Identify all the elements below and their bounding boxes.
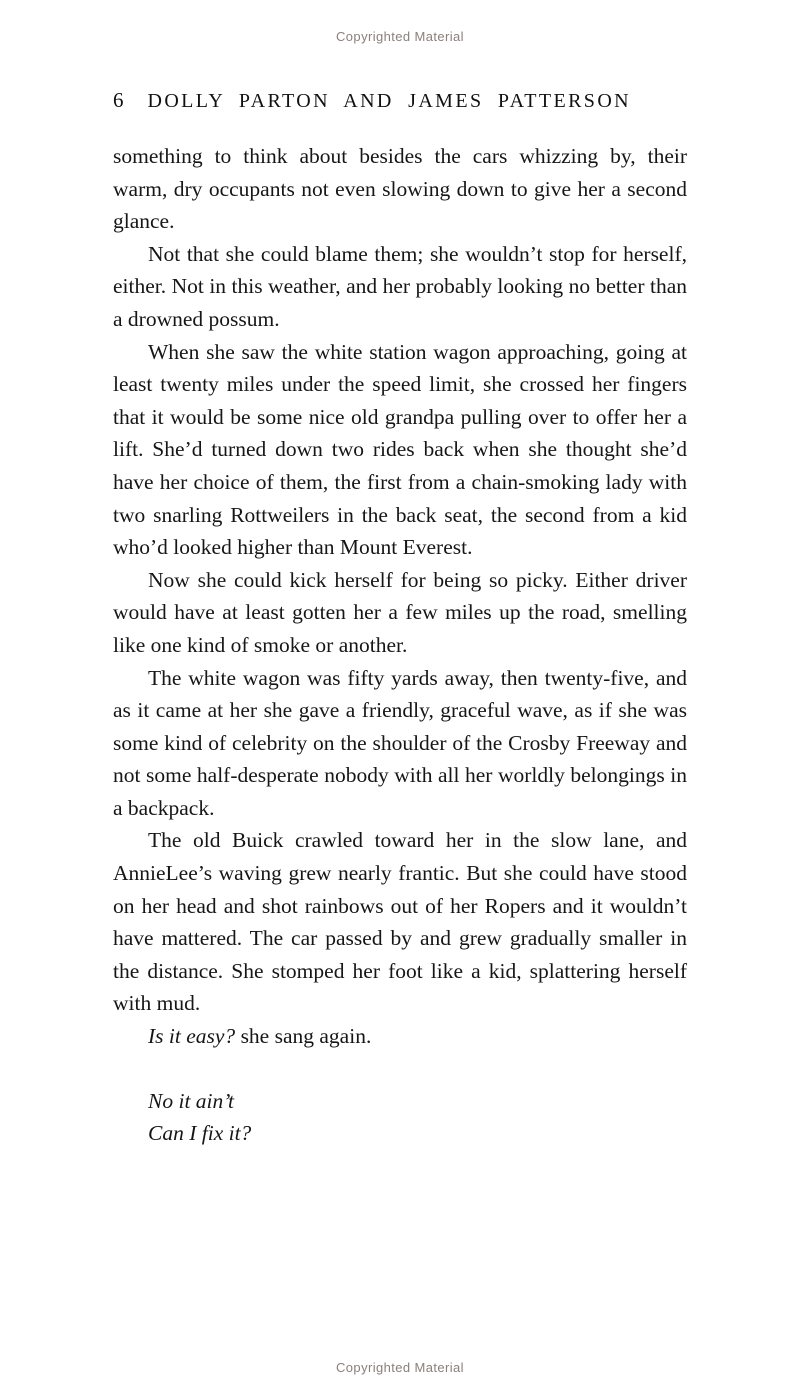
paragraph: The white wagon was fifty yards away, then twenty-five, and as it came at her she gave a friendly, graceful wave, as if she was some kind of celebrity on the shoulder of the Crosby Freeway and not some half-desperate nobody with all her worldly belongings in a backpack. [113, 665, 687, 820]
running-title: DOLLY PARTON AND JAMES PATTERSON [147, 90, 632, 112]
body-text [113, 140, 687, 1150]
paragraph [113, 1020, 687, 1053]
paragraph: Now she could kick herself for being so picky. Either driver would have at least gotten her a few miles up the road, smelling like one kind of smoke or another. [113, 567, 687, 657]
italic-text: Is it easy? [148, 1024, 236, 1049]
paragraph: The old Buick crawled toward her in the slow lane, and AnnieLee’s waving grew nearly frantic. But she could have stood on her head and shot rainbows out of her Ropers and it wouldn’t have mattered. The car passed by and grew gradually smaller in the distance. She stomped her foot like a kid, splattering herself with mud. [113, 828, 687, 1016]
page-number: 6 [113, 88, 124, 112]
paragraph: something to think about besides the cars whizzing by, their warm, dry occupants not even slowing down to give her a second glance. [113, 144, 687, 234]
paragraph: When she saw the white station wagon approaching, going at least twenty miles under the speed limit, she crossed her fingers that it would be some nice old grandpa pulling over to offer her a lift. She’d turned down two rides back when she thought she’d have her choice of them, the first from a chain-smoking lady with two snarling Rottweilers in the back seat, the second from a kid who’d looked higher than Mount Everest. [113, 339, 687, 560]
paragraph: Not that she could blame them; she wouldn’t stop for herself, either. Not in this weather, and her probably looking no better than a drowned possum. [113, 241, 687, 331]
copyright-notice-top: Copyrighted Material [336, 29, 464, 44]
verse-line: Can I fix it? [148, 1121, 252, 1146]
running-header [113, 88, 687, 113]
verse-line: No it ain’t [148, 1088, 235, 1113]
copyright-notice-bottom: Copyrighted Material [336, 1360, 464, 1375]
plain-text: she sang again. [235, 1024, 372, 1049]
verse-block [148, 1085, 687, 1150]
